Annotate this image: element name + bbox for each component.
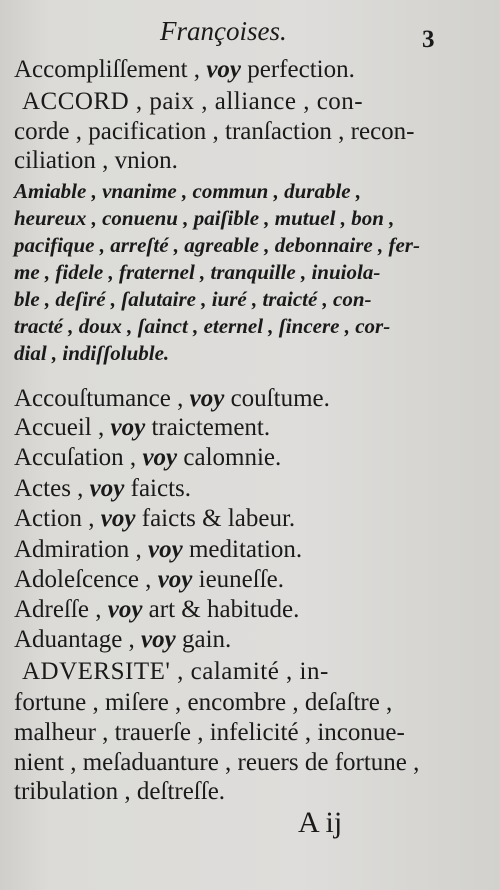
text-line: nient , meſaduanture , reuers de fortune , <box>14 749 420 776</box>
text-line: ACCORD , paix , alliance , con- <box>22 88 364 115</box>
signature-mark: A ij <box>298 806 343 839</box>
text-line: malheur , trauerſe , infelicité , inconue- <box>14 719 405 746</box>
text-line: Accueil , voy traictement. <box>14 414 271 441</box>
running-head: Françoises. <box>160 16 287 46</box>
page-number: 3 <box>422 26 435 53</box>
text-line: tribulation , deſtreſſe. <box>14 778 226 805</box>
text-line: dial , indiſſoluble. <box>14 341 170 365</box>
text-line: ADVERSITE' , calamité , in- <box>22 658 329 685</box>
text-line: Accuſation , voy calomnie. <box>14 444 282 471</box>
text-line: me , fidele , fraternel , tranquille , inuiola- <box>14 260 381 284</box>
text-line: Admiration , voy meditation. <box>14 536 303 563</box>
text-line: corde , pacification , tranſaction , recon- <box>14 118 415 145</box>
text-line: tracté , doux , ſainct , eternel , ſincere , cor- <box>14 314 391 338</box>
text-line: fortune , miſere , encombre , deſaſtre , <box>14 689 393 716</box>
text-line: Actes , voy faicts. <box>14 475 192 502</box>
text-line: ciliation , vnion. <box>14 147 178 174</box>
text-line: Aduantage , voy gain. <box>14 626 232 653</box>
text-line: Adreſſe , voy art & habitude. <box>14 596 300 623</box>
text-line: Action , voy faicts & labeur. <box>14 505 296 532</box>
text-line: Adoleſcence , voy ieuneſſe. <box>14 566 285 593</box>
text-line: heureux , conuenu , paiſible , mutuel , bon , <box>14 206 395 230</box>
text-line: pacifique , arreſté , agreable , debonnaire , fer- <box>14 233 420 257</box>
text-line: ble , deſiré , ſalutaire , iuré , traicté , con- <box>14 287 372 311</box>
text-line: Accouſtumance , voy couſtume. <box>14 385 330 412</box>
text-line: Amiable , vnanime , commun , durable , <box>14 179 362 203</box>
text-line: Accompliſſement , voy perfection. <box>14 56 355 83</box>
